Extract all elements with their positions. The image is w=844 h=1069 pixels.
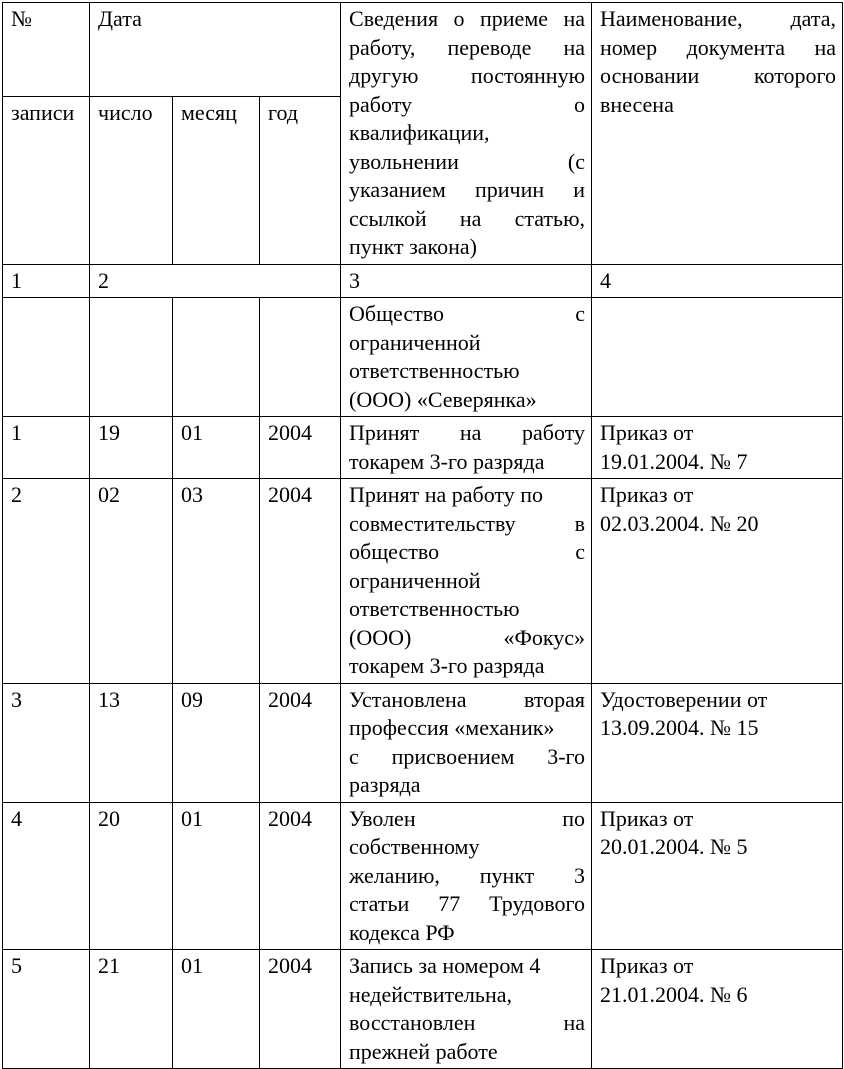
record-doc-line: 02.03.2004. № 20: [600, 510, 759, 536]
record-info-line: общество с: [349, 539, 586, 564]
record-year-cell: [260, 417, 341, 479]
organization-row: [3, 298, 843, 417]
record-info-cell: [341, 802, 592, 950]
record-no-cell: [3, 479, 90, 684]
column-numbers-row: [3, 264, 843, 298]
header-doc-line: внесена: [600, 91, 674, 117]
record-doc-line: 20.01.2004. № 5: [600, 834, 748, 859]
record-year-cell: [260, 802, 341, 950]
record-doc-line: Приказ от: [600, 420, 694, 445]
column-number-cell: [3, 264, 90, 298]
record-month-cell: [173, 950, 260, 1069]
record-info-line: токарем 3-го разряда: [349, 448, 545, 474]
organization-line: Общество с: [349, 301, 586, 326]
record-info-cell: [341, 950, 592, 1069]
record-month: 09: [181, 686, 203, 712]
record-year: 2004: [268, 953, 312, 978]
organization-line: (ООО) «Северянка»: [349, 386, 537, 412]
record-doc-line: 13.09.2004. № 15: [600, 715, 759, 740]
record-doc-cell: [592, 950, 843, 1069]
organization-line: ответственностью: [349, 358, 520, 383]
record-info-line: недействительна,: [349, 981, 512, 1007]
column-number: 1: [11, 267, 22, 293]
empty-cell: [173, 298, 260, 417]
record-month-cell: [173, 683, 260, 802]
organization-cell: [341, 298, 592, 417]
record-doc-line: Приказ от: [600, 482, 694, 507]
record-doc-cell: [592, 683, 843, 802]
header-doc-cell: [592, 3, 843, 265]
record-year: 2004: [268, 420, 312, 445]
record-doc-line: 21.01.2004. № 6: [600, 981, 748, 1007]
header-doc-line: Наименование, дата,: [600, 6, 837, 31]
header-date-cell: [90, 3, 341, 97]
record-no: 4: [11, 805, 22, 831]
record-info-line: прежней работе: [349, 1038, 498, 1064]
record-info-line: (ООО) «Фокус»: [349, 624, 586, 650]
record-info-line: Запись за номером 4: [349, 953, 541, 978]
header-no-label: №: [11, 6, 32, 31]
record-no-cell: [3, 802, 90, 950]
empty-cell: [260, 298, 341, 417]
header-record-label: записи: [11, 99, 75, 125]
header-info-line: Сведения о приеме на: [349, 6, 586, 31]
record-day-cell: [90, 683, 173, 802]
record-info-line: Принят на работу по: [349, 482, 544, 507]
column-number-cell: [592, 264, 843, 298]
organization-line: ограниченной: [349, 329, 481, 355]
record-day-cell: [90, 417, 173, 479]
header-doc-line: основании которого: [600, 63, 837, 88]
record-year: 2004: [268, 805, 312, 831]
record-month: 03: [181, 482, 203, 507]
record-info-line: восстановлен на: [349, 1010, 586, 1035]
record-doc-line: Удостоверении от: [600, 686, 768, 712]
record-year: 2004: [268, 482, 312, 507]
record-info-line: Установлена вторая: [349, 686, 586, 712]
header-doc-line: номер документа на: [600, 34, 837, 60]
table-row: [3, 950, 843, 1069]
record-info-cell: [341, 479, 592, 684]
table-row: [3, 479, 843, 684]
header-info-line: пункт закона): [349, 234, 477, 259]
table-row: [3, 683, 843, 802]
record-year-cell: [260, 479, 341, 684]
record-day: 20: [98, 805, 120, 831]
record-info-line: кодекса РФ: [349, 919, 455, 945]
table-row: [3, 417, 843, 479]
record-day: 19: [98, 420, 120, 445]
header-month-label: месяц: [181, 99, 237, 125]
header-info-line: увольнении (с: [349, 148, 586, 174]
header-no-cell: [3, 3, 90, 97]
empty-cell: [90, 298, 173, 417]
record-info-line: профессия «механик»: [349, 715, 555, 740]
record-month: 01: [181, 805, 203, 831]
record-month-cell: [173, 417, 260, 479]
record-doc-cell: [592, 802, 843, 950]
header-day-cell: [90, 96, 173, 264]
record-info-line: ответственностью: [349, 596, 520, 621]
record-no: 3: [11, 686, 22, 712]
record-no-cell: [3, 417, 90, 479]
column-number: 4: [600, 267, 612, 293]
employment-record-table: [2, 2, 843, 1069]
header-year-label: год: [268, 99, 299, 125]
header-info-line: указанием причин и: [349, 177, 586, 202]
record-info-line: токарем 3-го разряда: [349, 653, 545, 678]
header-info-line: работу, переводе на: [349, 34, 586, 60]
column-number-cell: [341, 264, 592, 298]
record-info-line: с присвоением 3-го: [349, 743, 586, 769]
header-row-top: [3, 3, 843, 97]
record-info-line: собственному: [349, 834, 480, 859]
record-doc-line: Приказ от: [600, 805, 694, 831]
header-month-cell: [173, 96, 260, 264]
record-doc-cell: [592, 417, 843, 479]
record-day-cell: [90, 479, 173, 684]
record-no: 1: [11, 420, 22, 445]
record-month-cell: [173, 479, 260, 684]
record-day-cell: [90, 802, 173, 950]
record-no: 5: [11, 953, 22, 978]
record-info-line: Уволен по: [349, 805, 586, 831]
header-day-label: число: [98, 99, 153, 125]
record-no: 2: [11, 482, 22, 507]
header-info-line: квалификации,: [349, 120, 490, 145]
record-doc-line: 19.01.2004. № 7: [600, 448, 748, 474]
record-day-cell: [90, 950, 173, 1069]
record-doc-line: Приказ от: [600, 953, 694, 978]
header-info-cell: [341, 3, 592, 265]
record-info-line: разряда: [349, 772, 421, 797]
record-info-cell: [341, 417, 592, 479]
record-day: 21: [98, 953, 120, 978]
column-number: 2: [98, 267, 109, 293]
record-info-line: желанию, пункт 3: [349, 862, 586, 888]
record-day: 02: [98, 482, 120, 507]
record-month-cell: [173, 802, 260, 950]
record-month: 01: [181, 953, 203, 978]
record-month: 01: [181, 420, 203, 445]
record-year-cell: [260, 950, 341, 1069]
header-record-cell: [3, 96, 90, 264]
header-date-label: Дата: [98, 6, 142, 31]
record-info-line: совместительству в: [349, 510, 586, 536]
record-no-cell: [3, 950, 90, 1069]
record-day: 13: [98, 686, 120, 712]
empty-cell: [592, 298, 843, 417]
empty-cell: [3, 298, 90, 417]
column-number-cell: [90, 264, 341, 298]
record-info-line: статьи 77 Трудового: [349, 891, 586, 916]
record-no-cell: [3, 683, 90, 802]
record-doc-cell: [592, 479, 843, 684]
record-info-line: ограниченной: [349, 567, 481, 593]
header-year-cell: [260, 96, 341, 264]
record-year: 2004: [268, 686, 312, 712]
column-number: 3: [349, 267, 361, 293]
record-info-line: Принят на работу: [349, 420, 586, 445]
table-row: [3, 802, 843, 950]
header-info-line: работу о: [349, 91, 586, 117]
header-info-line: ссылкой на статью,: [349, 205, 586, 231]
header-info-line: другую постоянную: [349, 63, 586, 88]
record-info-cell: [341, 683, 592, 802]
record-year-cell: [260, 683, 341, 802]
